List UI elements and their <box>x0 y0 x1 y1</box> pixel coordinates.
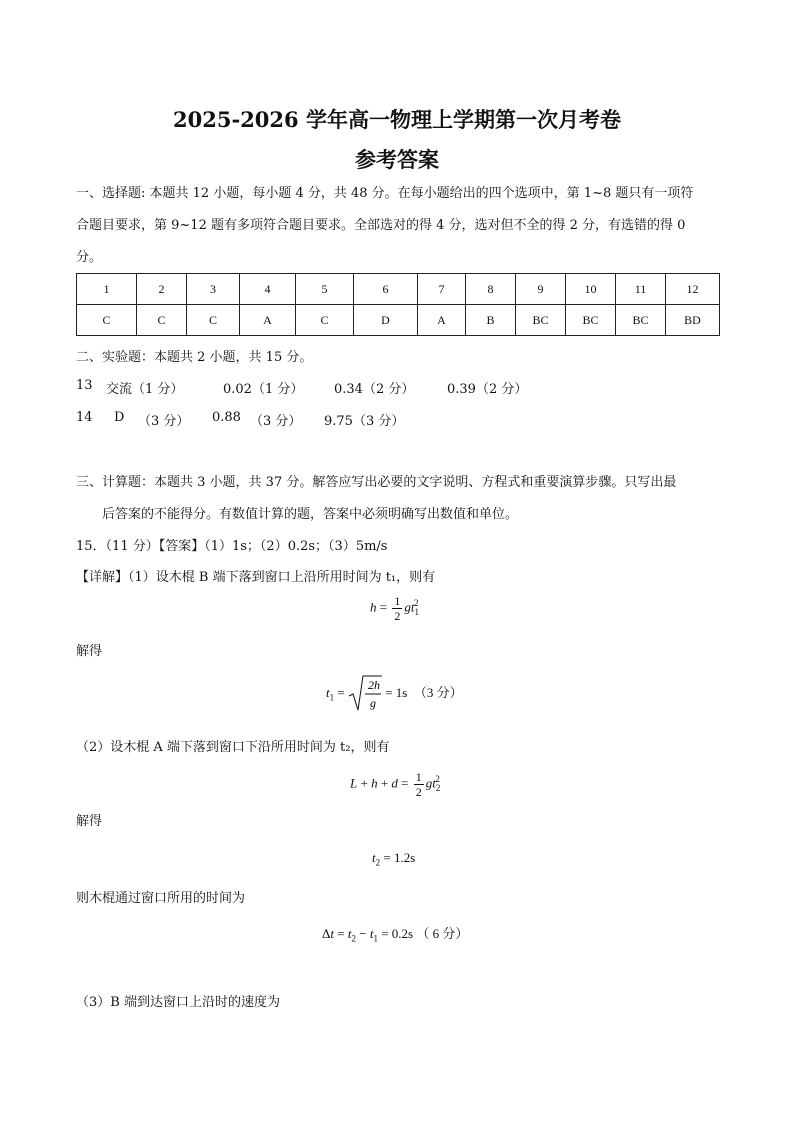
table-cell: A <box>240 305 296 336</box>
section2-heading: 二、实验题：本题共 2 小题，共 15 分。 <box>76 350 313 365</box>
q15-header: 15．（11 分）【答案】（1）1s；（2）0.2s；（3）5m/s <box>76 539 388 554</box>
table-cell: BC <box>616 305 666 336</box>
table-cell: C <box>296 305 354 336</box>
q15-detail-part1: 【详解】（1）设木棍 B 端下落到窗口上沿所用时间为 t₁，则有 <box>76 570 436 585</box>
table-cell: 3 <box>187 274 240 305</box>
q14-answer-b: 0.88 <box>212 410 241 425</box>
svg-text:g: g <box>369 696 376 710</box>
table-cell: 2 <box>137 274 187 305</box>
answer-table-number-row <box>77 274 720 305</box>
page-subtitle: 参考答案 <box>355 147 439 172</box>
section3-line1: 三、计算题：本题共 3 小题，共 37 分。解答应写出必要的文字说明、方程式和重要演算步骤。只写出最 <box>76 475 677 490</box>
table-cell: BD <box>666 305 720 336</box>
section1-line2: 合题目要求，第 9~12 题有多项符合题目要求。全部选对的得 4 分，选对但不全的得 2 分，有选错的得 0 <box>76 218 686 233</box>
q15-detail-part3: （3）B 端到达窗口上沿时的速度为 <box>76 995 280 1010</box>
q15-detail-part2: （2）设木棍 A 端下落到窗口下沿所用时间为 t₂，则有 <box>76 740 390 755</box>
q14-answer-c: 9.75（3 分） <box>324 414 405 429</box>
q13-answer-d: 0.39（2 分） <box>447 382 528 397</box>
t1-result: = 1s （3 分） <box>385 684 463 700</box>
jiede-label-1: 解得 <box>76 644 103 659</box>
table-cell: 4 <box>240 274 296 305</box>
table-cell: 7 <box>418 274 466 305</box>
table-cell: 10 <box>566 274 616 305</box>
equation-t2: $t_2 = 1.2s$ <box>372 850 416 868</box>
table-cell: 11 <box>616 274 666 305</box>
sqrt-symbol-icon <box>348 674 382 714</box>
answer-table <box>76 273 720 336</box>
table-cell: C <box>187 305 240 336</box>
q14-points-b: （3 分） <box>250 414 302 429</box>
q14-number: 14 <box>76 410 93 425</box>
q14-points-a: （3 分） <box>138 414 190 429</box>
q13-answer-c: 0.34（2 分） <box>334 382 415 397</box>
table-cell: 5 <box>296 274 354 305</box>
table-cell: D <box>354 305 418 336</box>
table-cell: C <box>137 305 187 336</box>
q13-answer-a: 交流（1 分） <box>106 382 184 397</box>
answer-table-answer-row <box>77 305 720 336</box>
svg-text:2h: 2h <box>367 678 380 692</box>
table-cell: 8 <box>466 274 516 305</box>
equation-l-h-d: L + h + d = $\frac{1}{2}$ $gt_2^2$ <box>350 770 441 799</box>
table-cell: 12 <box>666 274 720 305</box>
section1-line1: 一、选择题: 本题共 12 小题，每小题 4 分，共 48 分。在每小题给出的四个选项中，第 1~8 题只有一项符 <box>76 186 694 201</box>
t2-result: = 1.2s <box>383 850 416 865</box>
table-cell: BC <box>566 305 616 336</box>
table-cell: 1 <box>77 274 137 305</box>
equation-delta-t: $\Delta t = t_2 - t_1 = 0.2s$ （ 6 分） <box>322 926 469 944</box>
q13-answer-b: 0.02（1 分） <box>223 382 304 397</box>
q13-number: 13 <box>76 378 93 393</box>
equation-h: h = $\frac{1}{2}$ $gt_1^2$ <box>370 594 419 623</box>
delta-t-result: = 0.2s （ 6 分） <box>381 926 469 941</box>
jiede-label-2: 解得 <box>76 814 103 829</box>
fraction-one-half: $\frac{1}{2}$ <box>394 594 401 623</box>
table-cell: 9 <box>516 274 566 305</box>
fraction-one-half: $\frac{1}{2}$ <box>415 770 422 799</box>
table-cell: BC <box>516 305 566 336</box>
table-cell: A <box>418 305 466 336</box>
q14-answer-a: D <box>114 410 125 425</box>
table-cell: C <box>77 305 137 336</box>
section3-line2: 后答案的不能得分。有数值计算的题，答案中必须明确写出数值和单位。 <box>102 507 519 522</box>
table-cell: B <box>466 305 516 336</box>
section1-line3: 分。 <box>76 250 103 265</box>
equation-t1: $t_1$ = 2h g = 1s （3 分） <box>326 674 463 714</box>
page-title: 2025-2026 学年高一物理上学期第一次月考卷 <box>173 107 621 132</box>
through-window-text: 则木棍通过窗口所用的时间为 <box>76 891 246 906</box>
table-cell: 6 <box>354 274 418 305</box>
